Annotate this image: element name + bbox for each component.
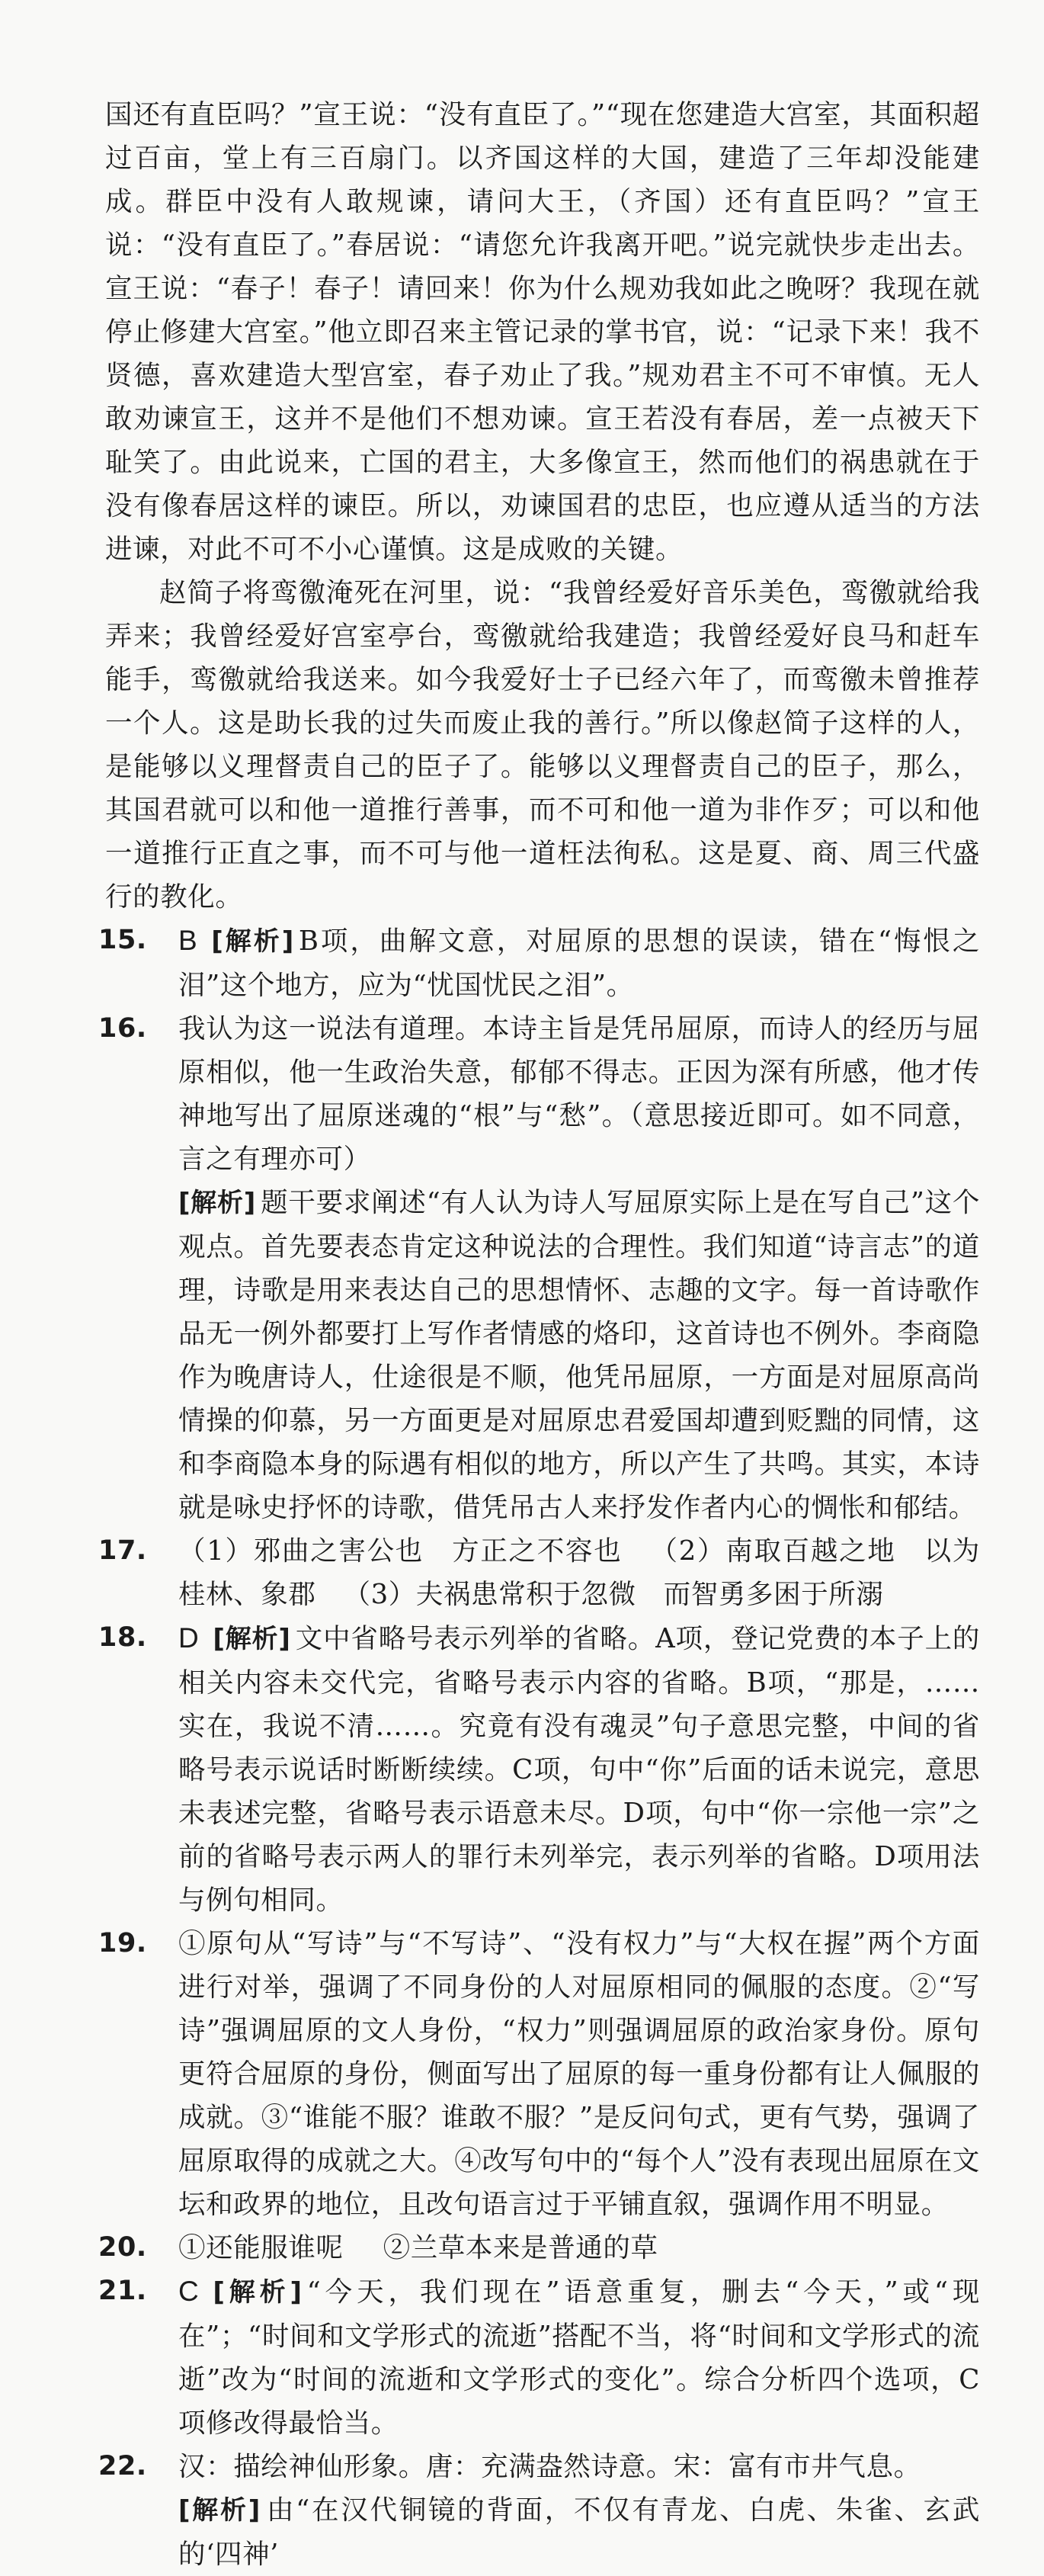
question-number: 19. (98, 1928, 147, 1958)
answer-item-19 (98, 1922, 980, 2226)
answer-item-15 (98, 919, 980, 1007)
answer-part: 以为桂林、象郡 (178, 1535, 980, 1610)
analysis-tag: [解析] (211, 926, 294, 957)
analysis-text: 文中省略号表示列举的省略。A项，登记党费的本子上的相关内容未交代完，省略号表示内容的省略。B项，“那是，……实在，我说不清……。究竟有没有魂灵”句子意思完整，中间的省略号表示说话时断断续续。C项，句中“你”后面的话未说完，意思未表述完整，省略号表示语意未尽。D项，句中“你一宗他一宗”之前的省略号表示两人的罪行未列举完，表示列举的省略。D项用法与例句相同。 (178, 1623, 980, 1916)
answer-item-17 (98, 1529, 980, 1616)
answer-item-20 (98, 2226, 980, 2270)
passage-paragraph-2: 赵简子将鸾徼淹死在河里，说：“我曾经爱好音乐美色，鸾徼就给我弄来；我曾经爱好宫室亭台，鸾徼就给我建造；我曾经爱好良马和赶车能手，鸾徼就给我送来。如今我爱好士子已经六年了，而鸾徼未曾推荐一个人。这是助长我的过失而废止我的善行。”所以像赵简子这样的人，是能够以义理督责自己的臣子了。能够以义理督责自己的臣子，那么，其国君就可以和他一道推行善事，而不可和他一道为非作歹；可以和他一道推行正直之事，而不可与他一道枉法徇私。这是夏、商、周三代盛行的教化。 (105, 577, 980, 913)
answer-item-22 (98, 2445, 980, 2576)
answer-part: （3）夫祸患常积于忽微 (343, 1579, 636, 1610)
answer-item-18 (98, 1616, 980, 1922)
answer-choice: C (178, 2276, 200, 2307)
analysis-tag: [解析] (178, 2495, 261, 2526)
question-number: 20. (98, 2232, 147, 2263)
answer-part: （1）邪曲之害公也 (178, 1535, 424, 1567)
question-number: 21. (98, 2276, 147, 2306)
analysis-text: B项，曲解文意，对屈原的思想的误读，错在“悔恨之泪”这个地方，应为“忧国忧民之泪”。 (178, 925, 980, 1001)
answer-choice: B (178, 925, 198, 956)
analysis-tag: [解析] (213, 2277, 303, 2308)
answer-part: ①还能服谁呢 (178, 2232, 344, 2263)
answer-part: 而智勇多困于所溺 (663, 1579, 884, 1610)
analysis-tag: [解析] (178, 1188, 256, 1218)
analysis-tag: [解析] (213, 1624, 291, 1654)
answer-part: ②兰草本来是普通的草 (383, 2232, 658, 2263)
answer-text: 汉：描绘神仙形象。唐：充满盎然诗意。宋：富有市井气息。 (178, 2451, 921, 2482)
question-number: 16. (98, 1013, 147, 1044)
question-number: 22. (98, 2451, 147, 2481)
answer-choice: D (178, 1622, 200, 1654)
passage-paragraph-1: 国还有直臣吗？”宣王说：“没有直臣了。”“现在您建造大宫室，其面积超过百亩，堂上有三百扇门。以齐国这样的大国，建造了三年却没能建成。群臣中没有人敢规谏，请问大王，（齐国）还有直臣吗？”宣王说：“没有直臣了。”春居说：“请您允许我离开吧。”说完就快步走出去。宣王说：“春子！春子！请回来！你为什么规劝我如此之晚呀？我现在就停止修建大宫室。”他立即召来主管记录的掌书官，说：“记录下来！我不贤德，喜欢建造大型宫室，春子劝止了我。”规劝君主不可不审慎。无人敢劝谏宣王，这并不是他们不想劝谏。宣王若没有春居，差一点被天下耻笑了。由此说来，亡国的君主，大多像宣王，然而他们的祸患就在于没有像春居这样的谏臣。所以，劝谏国君的忠臣，也应遵从适当的方法进谏，对此不可不小心谨慎。这是成败的关键。 (105, 99, 980, 565)
answer-text: 我认为这一说法有道理。本诗主旨是凭吊屈原，而诗人的经历与屈原相似，他一生政治失意，郁郁不得志。正因为深有所感，他才传神地写出了屈原迷魂的“根”与“愁”。（意思接近即可。如不同意，言之有理亦可） (178, 1013, 980, 1175)
question-number: 17. (98, 1535, 147, 1566)
question-number: 15. (98, 925, 147, 955)
answer-text: ①原句从“写诗”与“不写诗”、“没有权力”与“大权在握”两个方面进行对举，强调了不同身份的人对屈原相同的佩服的态度。②“写诗”强调屈原的文人身份，“权力”则强调屈原的政治家身份。原句更符合屈原的身份，侧面写出了屈原的每一重身份都有让人佩服的成就。③“谁能不服？谁敢不服？”是反问句式，更有气势，强调了屈原取得的成就之大。④改写句中的“每个人”没有表现出屈原在文坛和政界的地位，且改句语言过于平铺直叙，强调作用不明显。 (178, 1928, 980, 2220)
answer-item-21 (98, 2270, 980, 2445)
answer-part: （2）南取百越之地 (649, 1535, 896, 1567)
answer-part: 方正之不容也 (451, 1535, 623, 1567)
analysis-text: 由“在汉代铜镜的背面，不仅有青龙、白虎、朱雀、玄武的‘四神’ (178, 2494, 980, 2570)
question-number: 18. (98, 1622, 147, 1653)
answer-item-16 (98, 1007, 980, 1529)
analysis-text: “今天，我们现在”语意重复，删去“今天，”或“现在”；“时间和文学形式的流逝”搭配不当，将“时间和文学形式的流逝”改为“时间的流逝和文学形式的变化”。综合分析四个选项，C项修改得最恰当。 (178, 2276, 980, 2439)
analysis-text: 题干要求阐述“有人认为诗人写屈原实际上是在写自己”这个观点。首先要表态肯定这种说法的合理性。我们知道“诗言志”的道理，诗歌是用来表达自己的思想情怀、志趣的文字。每一首诗歌作品无一例外都要打上写作者情感的烙印，这首诗也不例外。李商隐作为晚唐诗人，仕途很是不顺，他凭吊屈原，一方面是对屈原高尚情操的仰慕，另一方面更是对屈原忠君爱国却遭到贬黜的同情，这和李商隐本身的际遇有相似的地方，所以产生了共鸣。其实，本诗就是咏史抒怀的诗歌，借凭吊古人来抒发作者内心的惆怅和郁结。 (178, 1187, 980, 1523)
